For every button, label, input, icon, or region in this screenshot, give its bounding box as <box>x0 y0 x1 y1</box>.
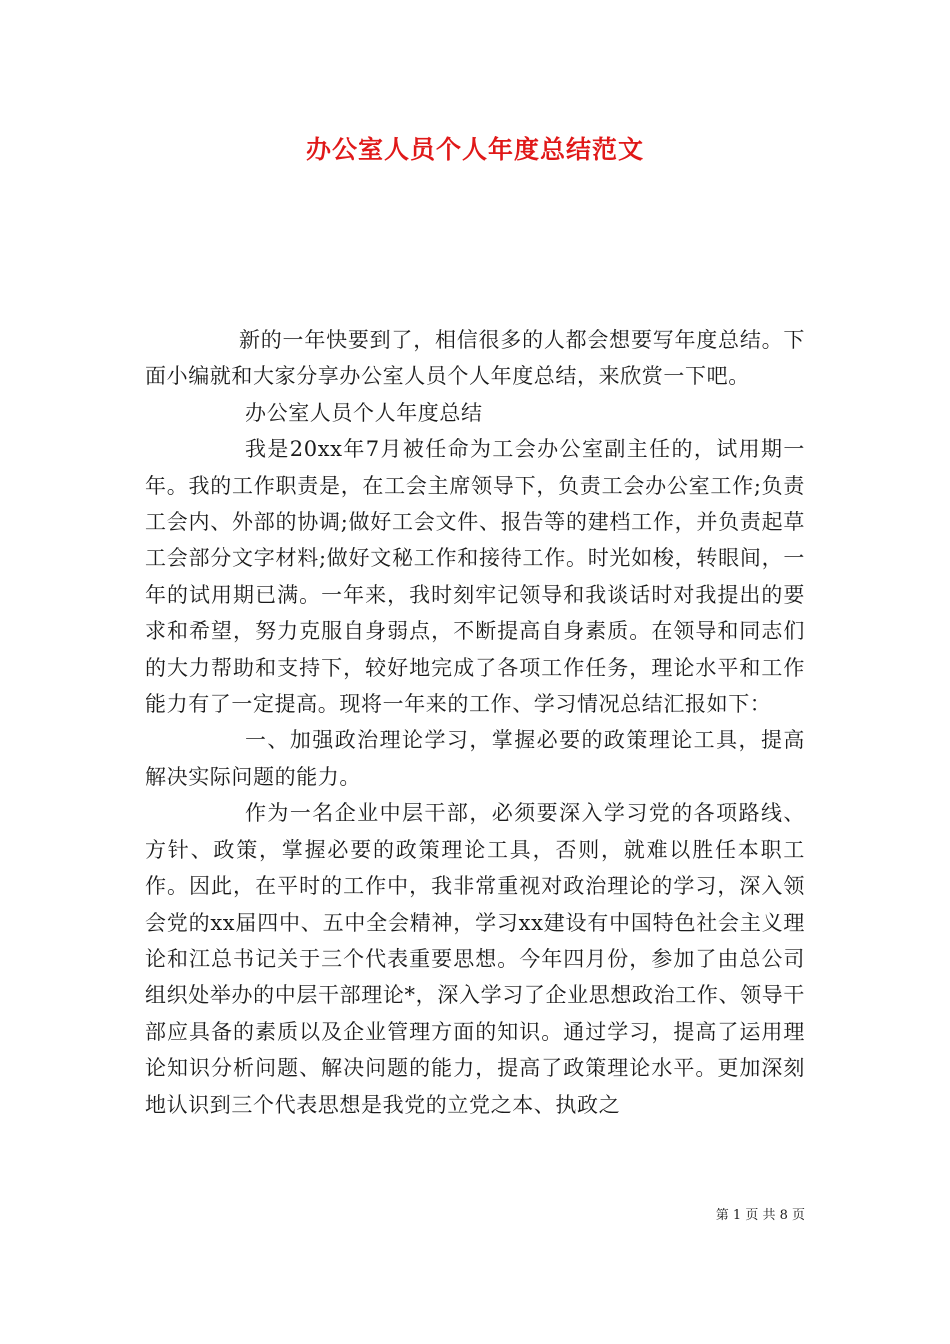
page-number-footer: 第 1 页 共 8 页 <box>715 1208 805 1223</box>
document-title: 办公室人员个人年度总结范文 <box>305 135 644 164</box>
paragraph-2: 作为一名企业中层干部，必须要深入学习党的各项路线、方针、政策，掌握必要的政策理论工具，否则，就难以胜任本职工作。因此，在平时的工作中，我非常重视对政治理论的学习，深入领会党的xx届四中、五中全会精神，学习xx建设有中国特色社会主义理论和江总书记关于三个代表重要思想。今年四月份，参加了由总公司组织处举办的中层干部理论*，深入学习了企业思想政治工作、领导干部应具备的素质以及企业管理方面的知识。通过学习，提高了运用理论知识分析问题、解决问题的能力，提高了政策理论水平。更加深刻地认识到三个代表思想是我党的立党之本、执政之 <box>145 801 805 1117</box>
intro-paragraph: 新的一年快要到了，相信很多的人都会想要写年度总结。下面小编就和大家分享办公室人员个人年度总结，来欣赏一下吧。 <box>145 328 805 389</box>
paragraph-1: 我是20xx年7月被任命为工会办公室副主任的，试用期一年。我的工作职责是，在工会主席领导下，负责工会办公室工作;负责工会内、外部的协调;做好工会文件、报告等的建档工作，并负责起草工会部分文字材料;做好文秘工作和接待工作。时光如梭，转眼间，一年的试用期已满。一年来，我时刻牢记领导和我谈话时对我提出的要求和希望，努力克服自身弱点，不断提高自身素质。在领导和同志们的大力帮助和支持下，较好地完成了各项工作任务，理论水平和工作能力有了一定提高。现将一年来的工作、学习情况总结汇报如下： <box>145 437 805 717</box>
section-heading-1: 一、加强政治理论学习，掌握必要的政策理论工具，提高解决实际问题的能力。 <box>145 728 805 789</box>
subtitle-line: 办公室人员个人年度总结 <box>245 400 483 425</box>
document-body <box>145 322 805 1123</box>
